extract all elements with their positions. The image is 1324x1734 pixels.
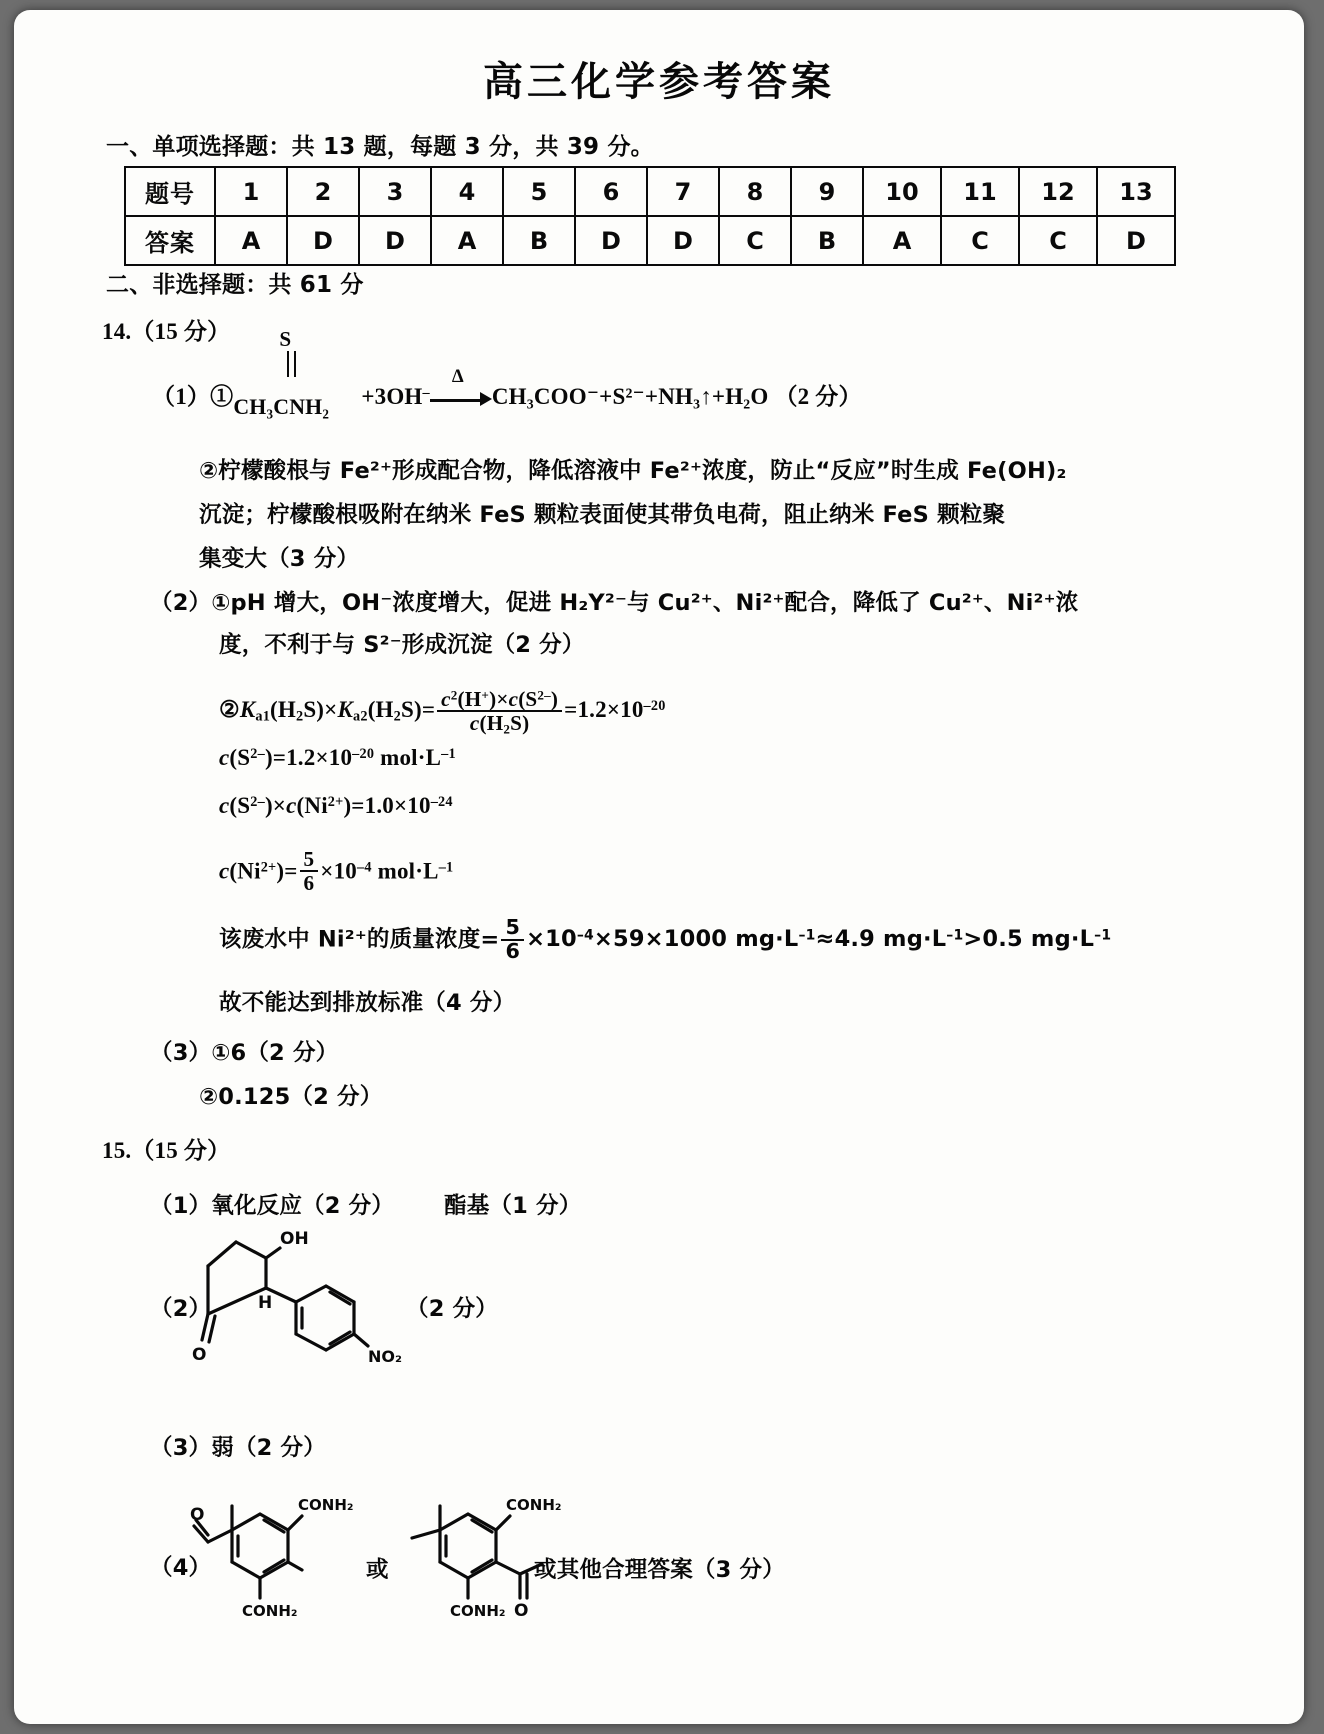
q14-part3-sub2: ②0.125（2 分） [199, 1084, 383, 1110]
section-1-heading: 一、单项选择题：共 13 题，每题 3 分，共 39 分。 [106, 134, 654, 160]
q14-part3-sub1: （3）①6（2 分） [150, 1040, 339, 1066]
answer-cell: D [287, 216, 359, 265]
page-title: 高三化学参考答案 [483, 59, 835, 105]
q14-part1-marker: （1）① [152, 384, 234, 409]
answer-table [124, 166, 1176, 266]
answer-cell: D [647, 216, 719, 265]
mass-conc-rhs: $\times 10^{-4}\times 59\times 1000$ $mg\cdot L^{-1}\approx 4.9$ $mg\cdot L^{-1}>0.5$ $mg\cdot L^{-1}$ [526, 926, 1112, 953]
q14-part1-sub2-line1: ②柠檬酸根与 Fe²⁺形成配合物，降低溶液中 Fe²⁺浓度，防止“反应”时生成 Fe(OH)₂ [199, 458, 1067, 484]
question-cell: 12 [1019, 167, 1097, 216]
q14-part1-sub2-line3: 集变大（3 分） [199, 546, 360, 572]
q15-part3: （3）弱（2 分） [150, 1435, 326, 1461]
q15-part4-tail: 或其他合理答案（3 分） [534, 1557, 785, 1583]
answer-cell: C [1019, 216, 1097, 265]
question-cell: 3 [359, 167, 431, 216]
q14-part2-sub2-ka-equation [219, 688, 666, 736]
q14-eq1-points: （2 分） [774, 384, 862, 409]
q14-part2-sub1-line2: 度，不利于与 S²⁻形成沉淀（2 分） [219, 632, 585, 658]
question-15-label: 15.（15 分） [102, 1138, 231, 1163]
q14-part1-sub2-line2: 沉淀；柠檬酸根吸附在纳米 FeS 颗粒表面使其带负电荷，阻止纳米 FeS 颗粒聚 [199, 502, 1006, 528]
question-cell: 10 [863, 167, 941, 216]
structure-benzamide-c-svg [402, 1480, 592, 1620]
mass-conc-lhs: 该废水中 Ni²⁺的质量浓度= [219, 926, 500, 953]
page-content [14, 10, 1304, 1724]
hydroxide-term: +3OH– [361, 384, 430, 409]
q15-part1-b: 酯基（1 分） [444, 1193, 582, 1219]
ka-fraction-denominator: $c(H_2S)$ [469, 711, 530, 737]
question-cell: 1 [215, 167, 287, 216]
q15-part4-marker: （4） [150, 1555, 212, 1581]
amide-label-bottom: CONH₂ [450, 1602, 506, 1620]
question-cell: 9 [791, 167, 863, 216]
q14-eq1-products: CH₃COO⁻+S²⁻+NH₃↑+H₂O [491, 384, 769, 409]
q14-nickel-concentration: $c(Ni^{2+})=$ $\frac{5}{6}$ $\times 10^{-4}$ $mol\cdot L^{-1}$ [219, 847, 454, 896]
question-cell: 2 [287, 167, 359, 216]
structure-benzamide-c [402, 1480, 592, 1620]
answer-cell: D [359, 216, 431, 265]
ka-fraction [437, 688, 562, 736]
amide-label-bottom: CONH₂ [242, 1602, 298, 1620]
question-cell: 5 [503, 167, 575, 216]
ketone-oxygen-label: O [514, 1601, 529, 1620]
q15-part2-marker: （2） [150, 1296, 212, 1322]
row-header-question: 题号 [125, 167, 215, 216]
ka-value: $=1.2\times 10^{-20}$ [564, 697, 666, 723]
fraction-numerator: 5 [300, 848, 319, 872]
five-sixths-fraction [300, 848, 319, 894]
answer-cell: B [503, 216, 575, 265]
carbonyl-oxygen-label: O [192, 1345, 207, 1365]
delta-label: Δ [451, 366, 464, 388]
answer-cell: A [863, 216, 941, 265]
ka-product-lhs: $②K_{a1}(H_2S)\times K_{a2}(H_2S)=$ [219, 697, 436, 725]
structure-benzamide-b-svg [190, 1480, 380, 1620]
answer-cell: C [719, 216, 791, 265]
amide-label-top: CONH₂ [298, 1496, 354, 1514]
q14-conclusion: 故不能达到排放标准（4 分） [219, 990, 516, 1016]
answer-cell: D [575, 216, 647, 265]
fraction-numerator: 5 [501, 917, 524, 941]
answer-cell: A [215, 216, 287, 265]
answer-cell: A [431, 216, 503, 265]
section-2-heading: 二、非选择题：共 61 分 [106, 272, 364, 298]
answer-sheet-page [14, 10, 1304, 1724]
structure-lactam-nitrophenyl-svg [192, 1222, 412, 1382]
structure-benzamide-b [190, 1480, 380, 1620]
question-cell: 11 [941, 167, 1019, 216]
question-cell: 7 [647, 167, 719, 216]
question-cell: 4 [431, 167, 503, 216]
table-row-answers [125, 216, 1175, 265]
hydroxyl-label: OH [280, 1229, 309, 1249]
question-cell: 6 [575, 167, 647, 216]
q15-part4-or: 或 [366, 1557, 389, 1583]
question-14-label: 14.（15 分） [102, 319, 231, 344]
five-sixths-fraction-2 [501, 917, 524, 962]
question-cell: 13 [1097, 167, 1175, 216]
table-row-questions [125, 167, 1175, 216]
answer-cell: C [941, 216, 1019, 265]
question-cell: 8 [719, 167, 791, 216]
ketone-oxygen-label: O [190, 1505, 205, 1525]
row-header-answer: 答案 [125, 216, 215, 265]
nitro-group-label: NO₂ [368, 1347, 402, 1366]
q14-part2-sub1-line1: （2）①pH 增大，OH⁻浓度增大，促进 H₂Y²⁻与 Cu²⁺、Ni²⁺配合，降低了 Cu²⁺、Ni²⁺浓 [150, 590, 1079, 616]
amide-nh-label: H [258, 1293, 273, 1313]
structure-lactam-nitrophenyl [192, 1222, 412, 1382]
q14-sulfide-concentration: $c(S^{2-})=1.2\times 10^{-20}$ $mol\cdot L^{-1}$ [219, 745, 456, 770]
answer-cell: B [791, 216, 863, 265]
q14-part1-sub1-equation [152, 327, 862, 420]
reaction-arrow-icon [430, 366, 492, 410]
thioacetamide-formula: CH₃CNH₂ [233, 395, 330, 420]
q15-part1-a: （1）氧化反应（2 分） [150, 1193, 395, 1219]
q14-ksp-expression: $c(S^{2-})\times c(Ni^{2+})=1.0\times 10^{-24}$ [219, 793, 453, 818]
fraction-denominator: 6 [505, 938, 521, 963]
sulfur-label: S [279, 327, 292, 352]
q14-mass-concentration [219, 917, 1111, 962]
ka-fraction-numerator: $c^2(H^+)\times c(S^{2-})$ [437, 688, 562, 712]
thioacetamide-structure-icon [233, 327, 361, 420]
fraction-denominator: 6 [303, 871, 315, 896]
amide-label-top: CONH₂ [506, 1496, 562, 1514]
double-bond-icon [287, 351, 296, 377]
q15-part2-points: （2 分） [406, 1296, 498, 1322]
answer-cell: D [1097, 216, 1175, 265]
